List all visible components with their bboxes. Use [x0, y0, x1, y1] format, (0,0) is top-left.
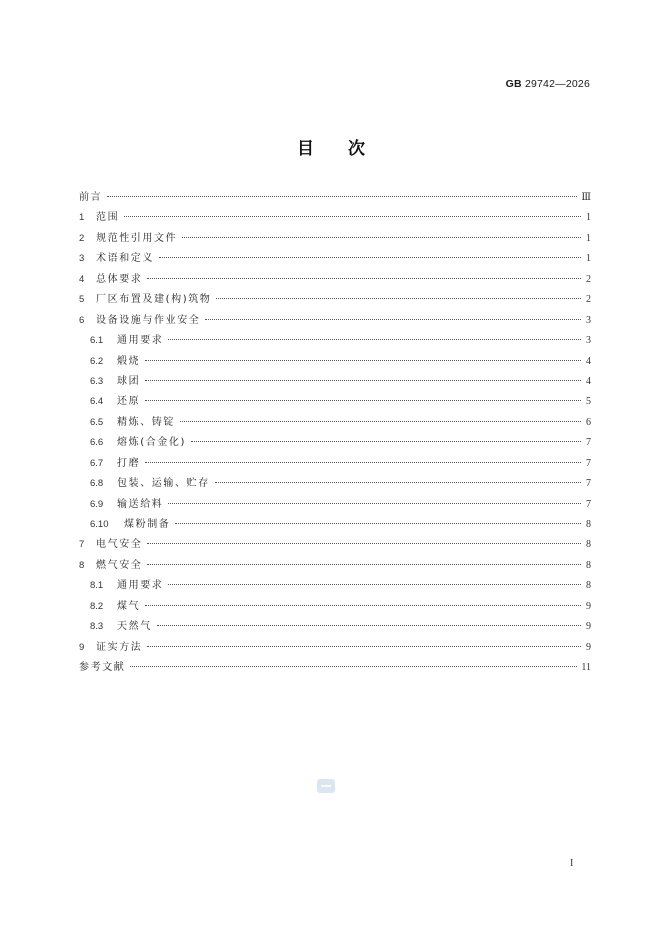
toc-entry-number: 1 [79, 212, 85, 224]
toc-entry-title: 煤粉制备 [124, 519, 171, 530]
toc-entry-page: 9 [586, 621, 591, 633]
toc-entry[interactable] [79, 535, 591, 555]
watermark-logo [317, 779, 335, 793]
toc-entry[interactable] [79, 229, 591, 249]
toc-leader-dots [147, 543, 581, 544]
toc-entry-title: 天然气 [117, 621, 152, 633]
toc-entry-title: 参考文献 [79, 662, 126, 674]
toc-leader-dots [157, 625, 581, 626]
toc-leader-dots [180, 421, 581, 422]
toc-leader-dots [107, 196, 577, 197]
toc-entry-page: 8 [586, 519, 591, 530]
toc-leader-dots [145, 462, 581, 463]
toc-entry-number: 6.1 [90, 335, 104, 347]
toc-entry-number: 6.2 [90, 355, 104, 367]
toc-entry-page: 1 [586, 253, 591, 265]
toc-entry-page: 4 [586, 355, 591, 367]
toc-entry-page: 6 [586, 416, 591, 428]
toc-entry[interactable] [79, 638, 591, 658]
toc-entry-title: 电气安全 [96, 539, 143, 551]
toc-entry-title: 术语和定义 [96, 253, 154, 265]
page-title: 目次 [297, 139, 399, 159]
toc-entry-title: 煅烧 [117, 355, 141, 367]
toc-entry-title: 设备设施与作业安全 [96, 314, 201, 326]
toc-entry[interactable] [79, 392, 591, 412]
standard-prefix: GB [505, 78, 522, 90]
toc-entry-page: 7 [586, 437, 591, 449]
toc-entry[interactable] [79, 433, 591, 453]
toc-entry[interactable] [79, 208, 591, 228]
toc-entry-page: 5 [586, 396, 591, 408]
toc-leader-dots [145, 400, 581, 401]
toc-entry-title: 精炼、铸锭 [117, 416, 175, 428]
toc-entry[interactable] [79, 413, 591, 433]
toc-entry-number: 4 [79, 273, 85, 285]
toc-entry-number: 6.6 [90, 437, 104, 449]
toc-entry-page: 8 [586, 580, 591, 592]
toc-leader-dots [182, 237, 581, 238]
toc-entry-title: 包装、运输、贮存 [117, 478, 210, 490]
toc-entry[interactable] [79, 352, 591, 372]
toc-leader-dots [168, 503, 581, 504]
toc-leader-dots [168, 584, 581, 585]
toc-entry-title: 通用要求 [117, 335, 164, 347]
toc-entry[interactable] [79, 495, 591, 515]
toc-entry-page: 1 [586, 232, 591, 244]
toc-entry-page: 11 [581, 662, 591, 674]
toc-entry-page: 2 [586, 294, 591, 306]
toc-entry-title: 煤气 [117, 600, 141, 612]
toc-entry-number: 6.3 [90, 375, 104, 387]
toc-entry[interactable] [79, 474, 591, 494]
toc-leader-dots [159, 257, 581, 258]
toc-entry-page: 8 [586, 539, 591, 551]
toc-leader-dots [175, 523, 581, 524]
toc-entry-number: 5 [79, 294, 85, 306]
toc-entry[interactable] [79, 311, 591, 331]
toc-entry-page: 9 [586, 641, 591, 653]
toc-entry-page: 3 [586, 335, 591, 347]
toc-leader-dots [205, 319, 581, 320]
toc-entry-number: 8.2 [90, 600, 104, 612]
standard-number: 29742—2026 [524, 78, 590, 90]
toc-entry-title: 燃气安全 [96, 559, 143, 571]
toc-entry-number: 6.5 [90, 416, 104, 428]
toc-leader-dots [191, 441, 581, 442]
toc-entry[interactable] [79, 372, 591, 392]
toc-entry-number: 6.4 [90, 396, 104, 408]
toc-entry-page: 1 [586, 212, 591, 224]
page-number: I [570, 858, 574, 869]
toc-entry-title: 输送给料 [117, 498, 164, 510]
toc-leader-dots [124, 216, 581, 217]
toc-entry-page: Ⅲ [581, 192, 591, 203]
toc-leader-dots [147, 646, 581, 647]
toc-entry-number: 7 [79, 539, 85, 551]
toc-entry[interactable] [79, 249, 591, 269]
toc-leader-dots [130, 666, 577, 667]
toc-entry-title: 厂区布置及建(构)筑物 [96, 294, 212, 306]
toc-entry-number: 8 [79, 559, 85, 571]
toc-entry-title: 规范性引用文件 [96, 232, 178, 244]
toc-entry-page: 7 [586, 457, 591, 469]
toc-leader-dots [145, 380, 581, 381]
toc-entry-page: 4 [586, 375, 591, 387]
toc-entry-title: 通用要求 [117, 580, 164, 592]
toc-entry-number: 6.7 [90, 457, 104, 469]
toc-leader-dots [145, 360, 581, 361]
toc-entry-page: 3 [586, 314, 591, 326]
toc-entry-number: 6.8 [90, 478, 104, 490]
toc-entry[interactable] [79, 576, 591, 596]
toc-entry[interactable] [79, 188, 591, 208]
toc-entry-title: 熔炼(合金化) [117, 437, 187, 449]
toc-entry[interactable] [79, 597, 591, 617]
toc-entry-number: 8.1 [90, 580, 104, 592]
toc-entry-number: 9 [79, 641, 85, 653]
toc-entry[interactable] [79, 556, 591, 576]
toc-entry-number: 8.3 [90, 621, 104, 633]
toc-entry-title: 前言 [79, 192, 103, 203]
toc-entry[interactable] [79, 270, 591, 290]
toc-entry-page: 7 [586, 478, 591, 490]
toc-entry-title: 球团 [117, 375, 141, 387]
toc-entry-title: 总体要求 [96, 273, 143, 285]
toc-leader-dots [147, 278, 581, 279]
toc-entry[interactable] [79, 515, 591, 535]
toc-entry-number: 6.9 [90, 498, 104, 510]
toc-entry[interactable] [79, 331, 591, 351]
toc-entry[interactable] [79, 454, 591, 474]
toc-entry-number: 6.10 [90, 519, 109, 530]
toc-entry-page: 2 [586, 273, 591, 285]
toc-entry[interactable] [79, 658, 591, 678]
table-of-contents [79, 188, 591, 679]
toc-leader-dots [145, 605, 581, 606]
toc-entry-page: 9 [586, 600, 591, 612]
toc-entry-number: 3 [79, 253, 85, 265]
toc-entry-page: 8 [586, 559, 591, 571]
toc-leader-dots [147, 564, 581, 565]
toc-entry[interactable] [79, 290, 591, 310]
toc-entry-title: 证实方法 [96, 641, 143, 653]
toc-entry-title: 还原 [117, 396, 141, 408]
toc-leader-dots [216, 298, 581, 299]
standard-code [506, 78, 590, 90]
toc-entry-number: 2 [79, 232, 85, 244]
toc-entry[interactable] [79, 617, 591, 637]
toc-leader-dots [215, 482, 581, 483]
toc-entry-page: 7 [586, 498, 591, 510]
toc-entry-number: 6 [79, 314, 85, 326]
toc-entry-title: 打磨 [117, 457, 141, 469]
toc-leader-dots [168, 339, 581, 340]
toc-entry-title: 范围 [96, 212, 120, 224]
